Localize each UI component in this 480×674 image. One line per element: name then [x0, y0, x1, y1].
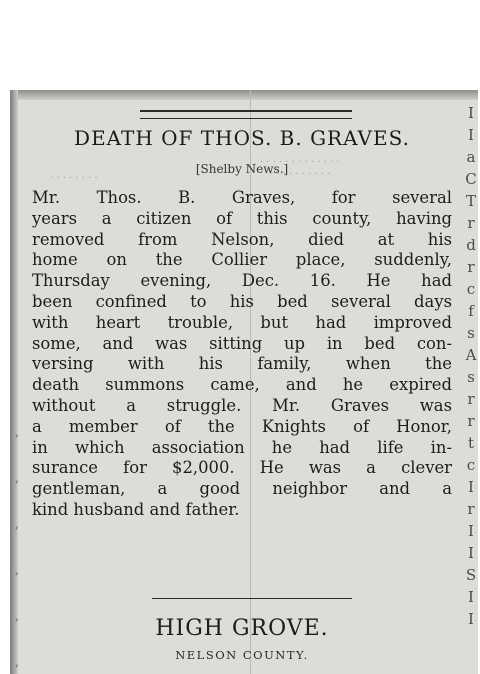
article-body-line: been confined to his bed several days [32, 291, 452, 311]
article-body-line: surance for $2,000. He was a clever [32, 458, 452, 478]
article-body-line: death summons came, and he expired [32, 375, 452, 395]
section-divider [152, 598, 352, 599]
article-body-line: home on the Collier place, suddenly, [32, 250, 452, 270]
bleed-through-text: . . . . . . . . . . . . . [260, 154, 340, 165]
adjacent-column-fragment: , , , , , , [14, 425, 20, 670]
article-body-line: with heart trouble, but had improved [32, 312, 452, 332]
article-body [32, 188, 452, 521]
article-body-line: some, and was sitting up in bed con- [32, 333, 452, 353]
article-body-line: Mr. Thos. B. Graves, for several [32, 188, 452, 207]
next-article-subheadline: NELSON COUNTY. [175, 648, 309, 662]
article-body-line: without a struggle. Mr. Graves was [32, 395, 452, 415]
article-body-line: gentleman, a good neighbor and a [32, 479, 452, 499]
article-body-line: removed from Nelson, died at his [32, 229, 452, 249]
article-body-line: in which association he had life in- [32, 437, 452, 457]
bleed-through-text: . . . . . . . . . . [270, 166, 331, 177]
article-source: [Shelby News.] [195, 162, 289, 176]
adjacent-column-fragment: I I a C T r d r c f s A s r r t c I r I I S I I [465, 104, 477, 628]
article-body-line: a member of the Knights of Honor, [32, 416, 452, 436]
article-body-line: versing with his family, when the [32, 354, 452, 374]
article-headline: DEATH OF THOS. B. GRAVES. [74, 126, 410, 150]
article-body-line: kind husband and father. [32, 499, 240, 519]
clipping-top-edge [10, 90, 478, 100]
newspaper-clipping [10, 90, 478, 674]
bleed-through-text: . . . . . . . . [50, 170, 98, 181]
article-body-line: Thursday evening, Dec. 16. He had [32, 271, 452, 291]
header-rule [140, 110, 352, 119]
next-article-headline: HIGH GROVE. [155, 616, 329, 641]
article-body-line: years a citizen of this county, having [32, 208, 452, 228]
